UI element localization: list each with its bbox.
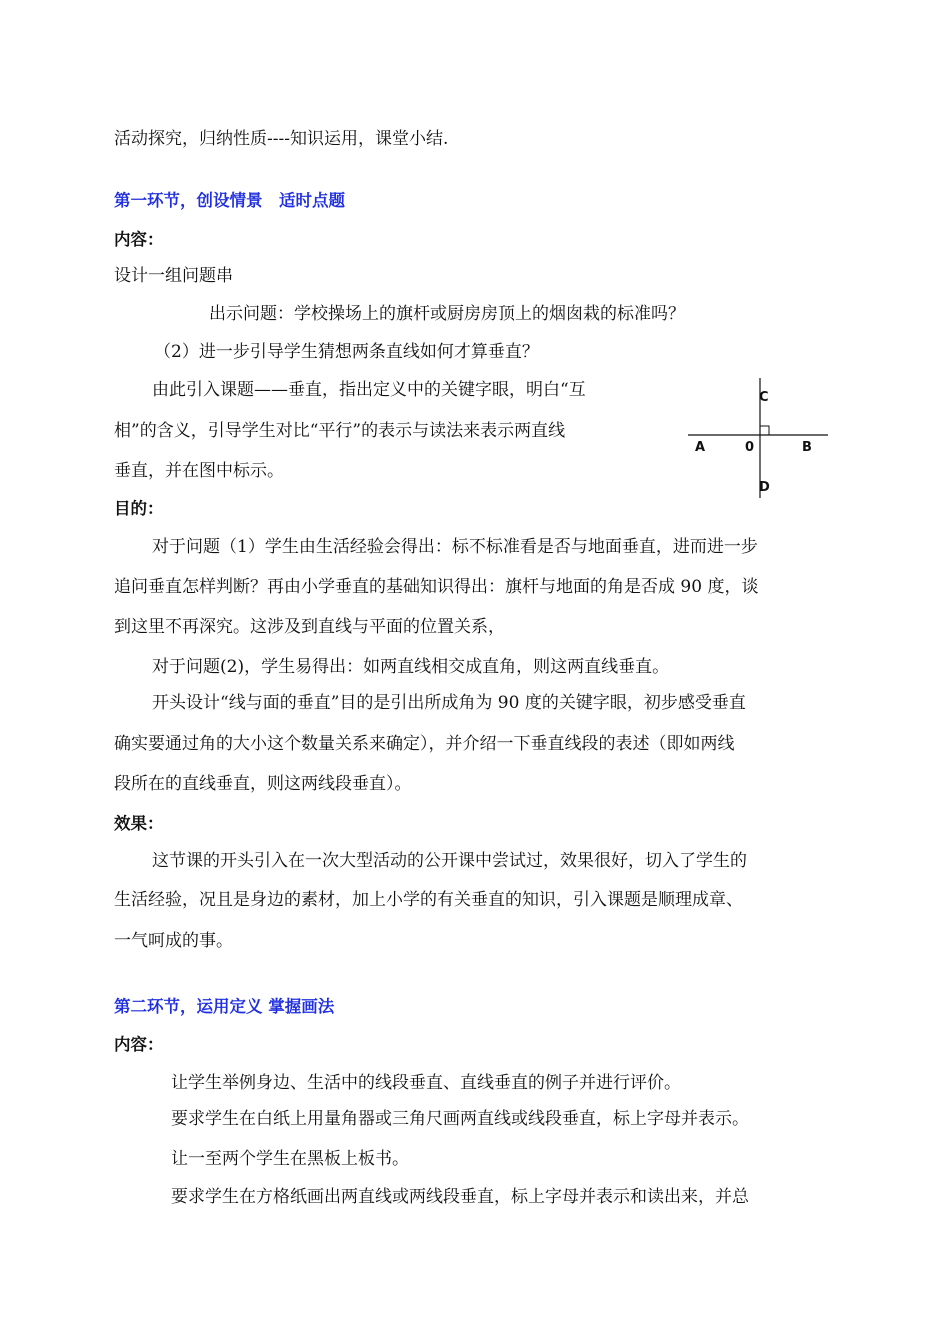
text-line: 让一至两个学生在黑板上板书。	[171, 1149, 409, 1169]
text-line: 追问垂直怎样判断？再由小学垂直的基础知识得出：旗杆与地面的角是否成 90 度，谈	[114, 577, 759, 597]
text-line: 活动探究，归纳性质----知识运用，课堂小结.	[114, 129, 449, 149]
label-a: A	[695, 440, 706, 455]
label-effect: 效果：	[114, 814, 164, 833]
label-b: B	[802, 440, 812, 455]
section-heading-2: 第二环节，运用定义 掌握画法	[114, 997, 335, 1016]
label-c: C	[759, 390, 769, 405]
text-line: 生活经验，况且是身边的素材，加上小学的有关垂直的知识，引入课题是顺理成章、	[114, 890, 743, 910]
text-line: 由此引入课题——垂直，指出定义中的关键字眼，明白“互	[152, 380, 586, 400]
text-line: 对于问题（1）学生由生活经验会得出：标不标准看是否与地面垂直，进而进一步	[152, 537, 758, 557]
text-line: 相”的含义，引导学生对比“平行”的表示与读法来表示两直线	[114, 421, 566, 441]
text-line: 对于问题(2)，学生易得出：如两直线相交成直角，则这两直线垂直。	[152, 657, 670, 677]
text-line: 垂直，并在图中标示。	[114, 461, 284, 481]
text-line: 要求学生在方格纸画出两直线或两线段垂直，标上字母并表示和读出来，并总	[171, 1187, 749, 1207]
text-line: 让学生举例身边、生活中的线段垂直、直线垂直的例子并进行评价。	[171, 1073, 681, 1093]
text-line: 出示问题：学校操场上的旗杆或厨房房顶上的烟囱栽的标准吗？	[209, 304, 685, 324]
text-line: 开头设计“线与面的垂直”目的是引出所成角为 90 度的关键字眼，初步感受垂直	[152, 693, 746, 713]
text-line: 要求学生在白纸上用量角器或三角尺画两直线或线段垂直，标上字母并表示。	[171, 1109, 749, 1129]
text-line: 确实要通过角的大小这个数量关系来确定），并介绍一下垂直线段的表述（即如两线	[114, 734, 735, 754]
label-content: 内容：	[114, 230, 164, 249]
perpendicular-lines-figure	[688, 378, 828, 500]
text-line: 一气呵成的事。	[114, 931, 233, 951]
right-angle-mark	[760, 426, 769, 435]
section-heading-1: 第一环节，创设情景 适时点题	[114, 191, 345, 210]
label-o: 0	[745, 440, 755, 455]
text-line: 设计一组问题串	[114, 266, 233, 286]
text-line: 段所在的直线垂直，则这两线段垂直）。	[114, 774, 412, 794]
label-d: D	[759, 480, 770, 495]
text-line: 这节课的开头引入在一次大型活动的公开课中尝试过，效果很好，切入了学生的	[152, 851, 747, 871]
text-line: （2）进一步引导学生猜想两条直线如何才算垂直？	[154, 342, 539, 362]
text-line: 到这里不再深究。这涉及到直线与平面的位置关系，	[114, 617, 505, 637]
label-purpose: 目的：	[114, 499, 164, 518]
label-content: 内容：	[114, 1035, 164, 1054]
